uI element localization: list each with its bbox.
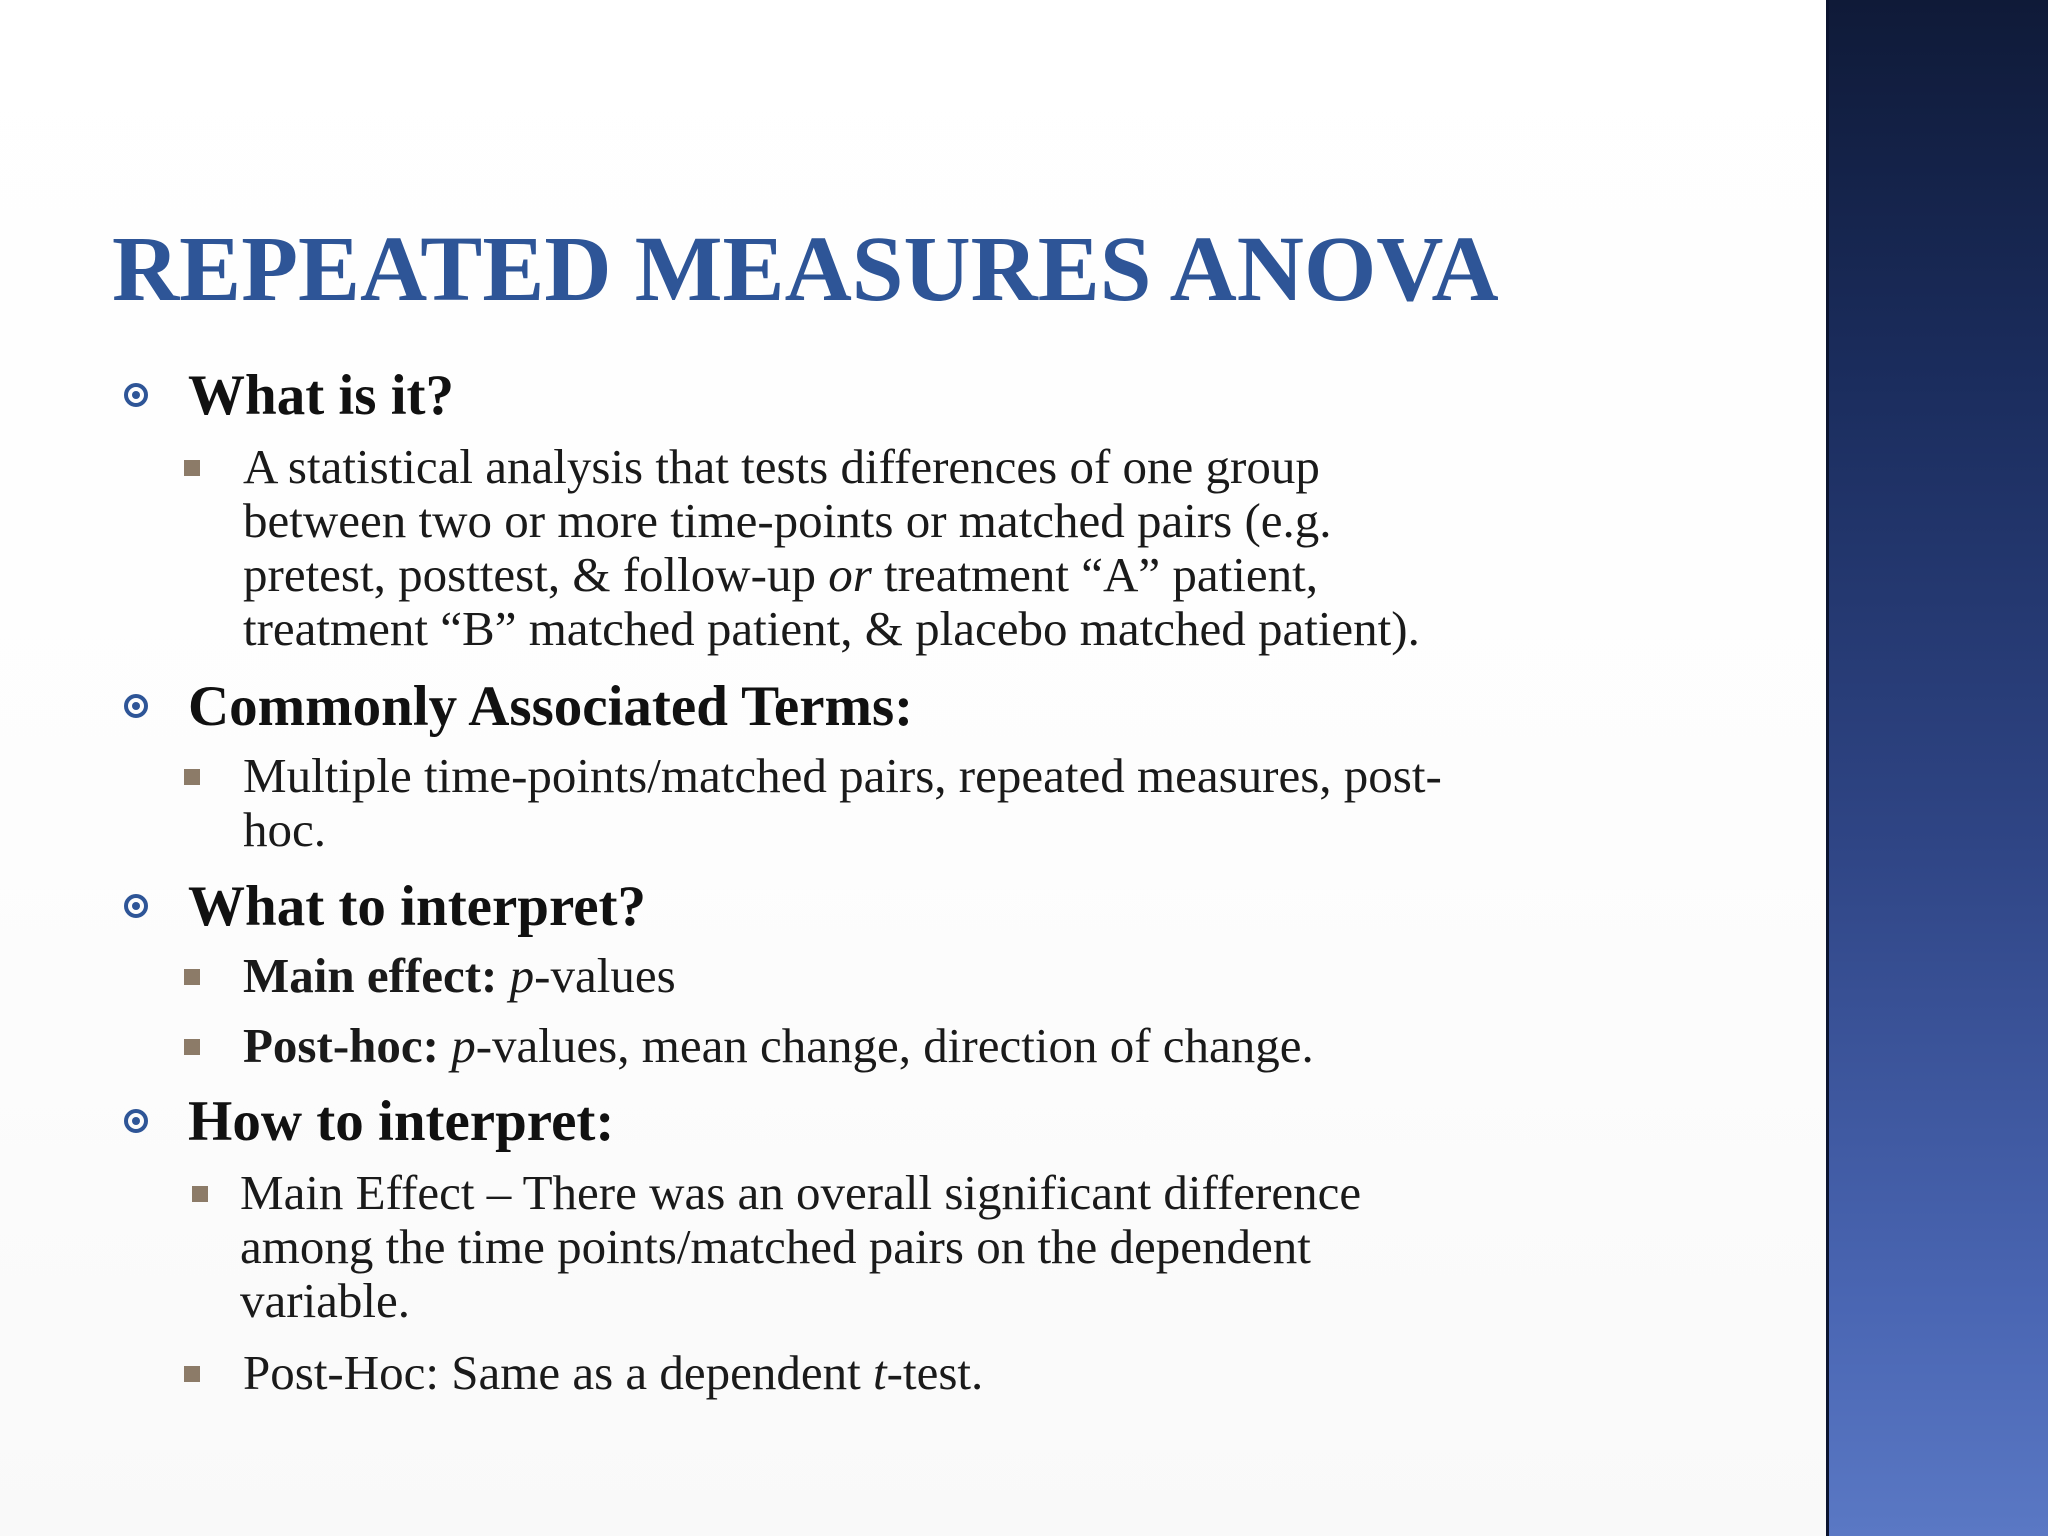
level2-item [0,1019,1693,1073]
italic-text-run: t [873,1345,887,1400]
section-what-is-it [0,364,1800,656]
square-bullet-icon [184,1039,200,1055]
section-what-to-interpret [0,875,1800,1073]
section-heading: What is it? [188,364,455,427]
section-heading: How to interpret: [188,1090,615,1153]
square-bullet-icon [184,769,200,785]
text-run: pretest, posttest, & follow-up [243,547,829,602]
square-bullet-icon [184,969,200,985]
level2-item [0,1346,1693,1400]
item-text-line: A statistical analysis that tests differences of one group [243,439,1320,494]
bold-term: Post-hoc: [243,1018,439,1073]
level1-item [0,875,1800,939]
level2-item [0,440,1693,656]
item-text-line: among the time points/matched pairs on the dependent [240,1219,1311,1274]
section-heading: What to interpret? [188,875,647,938]
level1-item [0,1090,1800,1154]
circle-bullet-icon [124,1109,148,1133]
section-associated-terms [0,675,1800,857]
item-text-line: variable. [240,1273,411,1328]
item-text-line: Main Effect – There was an overall significant difference [240,1165,1362,1220]
section-heading: Commonly Associated Terms: [188,675,914,738]
item-text-line: Multiple time-points/matched pairs, repeated measures, post- [243,748,1442,803]
decorative-sidebar [1826,0,2048,1536]
text-run: treatment “A” patient, [871,547,1319,602]
section-how-to-interpret [0,1090,1800,1400]
item-text-line [243,548,1693,602]
level1-item [0,364,1800,428]
item-text-line: between two or more time-points or matched pairs (e.g. [243,493,1332,548]
level1-item [0,675,1800,739]
item-text-line: treatment “B” matched patient, & placebo matched patient). [243,601,1420,656]
level2-item [0,949,1693,1003]
text-run: -values, mean change, direction of change. [475,1018,1314,1073]
italic-text-run: or [828,547,872,602]
square-bullet-icon [192,1186,208,1202]
item-text-line: hoc. [243,802,326,857]
italic-text-run: p [451,1018,476,1073]
circle-bullet-icon [124,894,148,918]
bold-term: Main effect: [243,948,498,1003]
text-run: -test. [886,1345,984,1400]
text-run: Post-Hoc: Same as a dependent [243,1345,874,1400]
italic-text-run: p [509,948,535,1003]
square-bullet-icon [184,1366,200,1382]
level2-item [0,1166,1690,1328]
sidebar-edge [1826,0,1829,1536]
circle-bullet-icon [124,383,148,407]
slide-title: REPEATED MEASURES ANOVA [112,218,1499,321]
square-bullet-icon [184,460,200,476]
level2-item [0,749,1693,857]
circle-bullet-icon [124,694,148,718]
text-run: -values [534,948,676,1003]
